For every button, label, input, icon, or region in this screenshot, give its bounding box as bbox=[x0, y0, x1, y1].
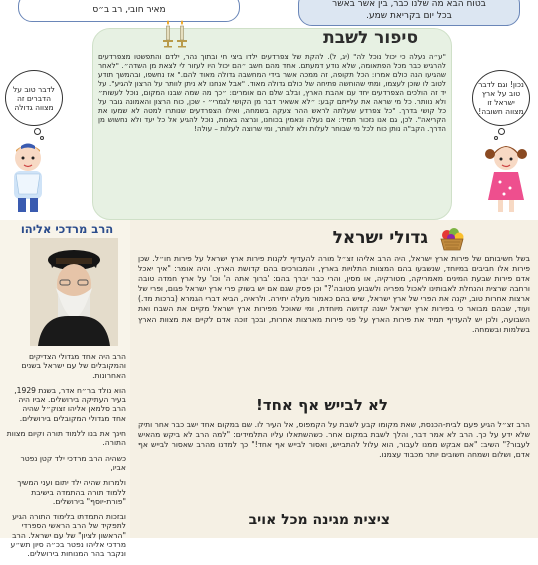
top-left-box bbox=[18, 0, 240, 22]
dont-shame-title: לא לבייש אף אחד! bbox=[255, 396, 388, 414]
rabbi-sidebar bbox=[0, 220, 130, 559]
girl-illustration bbox=[478, 138, 534, 214]
main-section bbox=[0, 220, 538, 559]
thought-bubble-left bbox=[5, 70, 63, 126]
rabbi-bio-paragraph: כשהיה הרב מרדכי ילד קטן נפטר אביו, bbox=[20, 453, 126, 472]
rabbi-name-title: הרב מרדכי אליהו bbox=[20, 222, 114, 236]
top-right-box-line2: בכל יום בקריאת שמע. bbox=[366, 11, 452, 21]
rabbi-bio-paragraph: הרב היה אחד מגדולי הצדיקים והמקובלים של עם ישראל בשנים האחרונות. bbox=[21, 352, 126, 380]
top-left-box-text: מאיר חובי, רב ב״ס bbox=[92, 5, 166, 15]
boy-illustration bbox=[2, 138, 54, 214]
rabbi-bio-paragraph: חינך את בנו ללמוד תורה וקיום מצוות התורה. bbox=[6, 429, 126, 448]
bubble-dot bbox=[34, 128, 41, 135]
thought-bubble-left-text: לדבר טוב על הדברים זה מצווה גדולה bbox=[13, 84, 55, 112]
bubble-dot bbox=[498, 128, 505, 135]
thought-bubble-right bbox=[472, 70, 530, 126]
shabbat-candles-icon bbox=[158, 18, 192, 48]
tzitzit-title: ציצית מגינה מכל אויב bbox=[248, 512, 390, 528]
greats-of-israel-text: בשל חשיבותם של פירות ארץ ישראל, היה הרב אליהו זצ״ל מורה להעדיף לקנות פירות ארץ ישראל על פירות חו״ל. שכן פירות אלו חביבים במיוחד, שנשבעו בהם המצוות התלויות בארץ, והמבורכים בהם קדושת הארץ. והיה אומר: "איך יאכל אדם פירות שבעת המינים מאמריקה, מטורקיה, או מסין, והרי כבר יברך בהם: 'ברוך אתה ה' וכו' על ארץ חמדה טובה ורחבה שרצית והנחלת לאבותינו לאכול מפריה ולשבוע מטובה'?" וכן פסק שגם אם יש בשוק פרי ארץ ישראל פגום, ופרי של ארצות אחרות טוב, יקנה את הפרי של ארץ ישראל, שיש בהם כאמור מעלה יתירה. ולראיה, הביא דברי הגמרא (ברכות מד.) ועוד, שבהם מבואר כי בפירות ארץ ישראל ישנה קדושה מיוחדת, ומי שאוכל מפירות ארץ ישראל מקיים את השבח ואת השבועה, ולכן יש להעדיף תמיד את פירות הארץ על פני פירות מארצות אחרות, ובכך זוכה אדם לקיים את מצוות הארץ בשלמות ובשמחה. bbox=[138, 254, 530, 334]
top-strip bbox=[0, 0, 538, 28]
rabbi-bio-paragraph: ובזכות התמדתו בלימוד התורה הגיע לתפקיד של הרב הראשי הספרדי "הראשון לציון" של עם ישראל. הרב מרדכי אליהו נפטר בכ״ה סיון תש״ע ונקבר בהר המנוחות בירושלים. bbox=[10, 512, 126, 559]
greats-of-israel-title: גדולי ישראל bbox=[332, 228, 428, 248]
top-right-box-line1: בטוח הבא מה שלנו כבר, בין אשר באשר bbox=[332, 0, 486, 9]
dont-shame-text: הרב זצ״ל הגיע פעם לבית-הכנסת, שאת מקומו קבע לשבת על הקמפוס, אל העיר לו. שם במקום אחד ישב כבר אחר ותיק שלא ידע על כך. הרב לא אמר דבר, והלך לשבת במקום אחר. כשהשתאלו עליו התלמידים: "למה הרב לא ביקש מהאיש לעבור?" השיב: "אם אבקש ממנו לעבור, הוא עלול להתבייש, ואסור לבייש אף אחד!" כך למדנו מהרב שאסור לבייש אף אדם, ושלום ושמחה חשובים יותר מכבוד עצמנו. bbox=[138, 420, 530, 460]
shabbat-story-text: "ע״ה נעלה כי יכול נוכל לה" (יג, ל). להקת של צפרדעים ילדו ביצי חי ובתוך נהר, ילדם והתפשטו מצפרדעים להרגיש כבר מכל הפתאומה, שלא נודע דמעתם. אחד מהם חשב ״הם יכול היו לעזור לי לצאת מן השדה״. "לאחר שהגיעו הנה כולם אמרו: הכל תקופה, זה ממכה אשר בידי המחשבה גדולה מאוד להם." אז נחשפו, ובהמשך תודע לטוב לו שוכן לעצמו, ומתי שהוחשה פתיחה של כולם גדולה מאוד. "אבל אנחנו לא ניתן לוותר על הרצון להגיע". על יד זה הולכים הצפרדעים יחד עם אהבת הארץ, ובלב שלם הם אומרים: ״כך מה שמה שבנו המקום, נוכל לעשות״ ולא נוותר. כל מי שראה את עלייתם קבע: ״לא אשאיר דבר מן הקושי לגמרי״ - שכן, כוח הרצון והאמונה גובר על כל קושי בדרך. "כל צפרדע שעלתה לראש ההר צעקה בשמחה, ואילו הצפרדעים שנותרו למטה לא שמעו את הקריאה". לכן, גם אנו נזכור תמיד: אם נעלה ונאמין בכוחנו, ונרצה באמת, נוכל להגיע אל כל יעד ולא נחשוש מן הדרך. הקב"ה נותן כוח לכל מי שבוחר לעלות ולא לוותר, ומי שרוצה לעלות – עולה! bbox=[98, 52, 446, 133]
thought-bubble-right-text: נכון! וגם לדבר טוב על ארץ ישראל זו מצווה חשובה! bbox=[478, 80, 524, 116]
rabbi-portrait-image bbox=[30, 238, 118, 346]
rabbi-bio-paragraph: ולמרות שהיה ילד יתום ועני המשיך ללמוד תורה בהתמדה בישיבת "פורת-יוסף" בירושלים. bbox=[17, 478, 126, 506]
shabbat-story-title: סיפור לשבת bbox=[323, 28, 418, 48]
rabbi-bio bbox=[6, 352, 126, 565]
rabbi-bio-paragraph: הוא נולד בר״ח אדר, בשנת 1929, בעיר העתיקה בירושלים. אביו היה הרב סלמאן אליהו זצוק״ל שהיה אחד מגדולי המקובלים בירושלים. bbox=[14, 385, 126, 423]
top-right-box bbox=[298, 0, 520, 26]
fruit-basket-icon bbox=[438, 226, 466, 252]
